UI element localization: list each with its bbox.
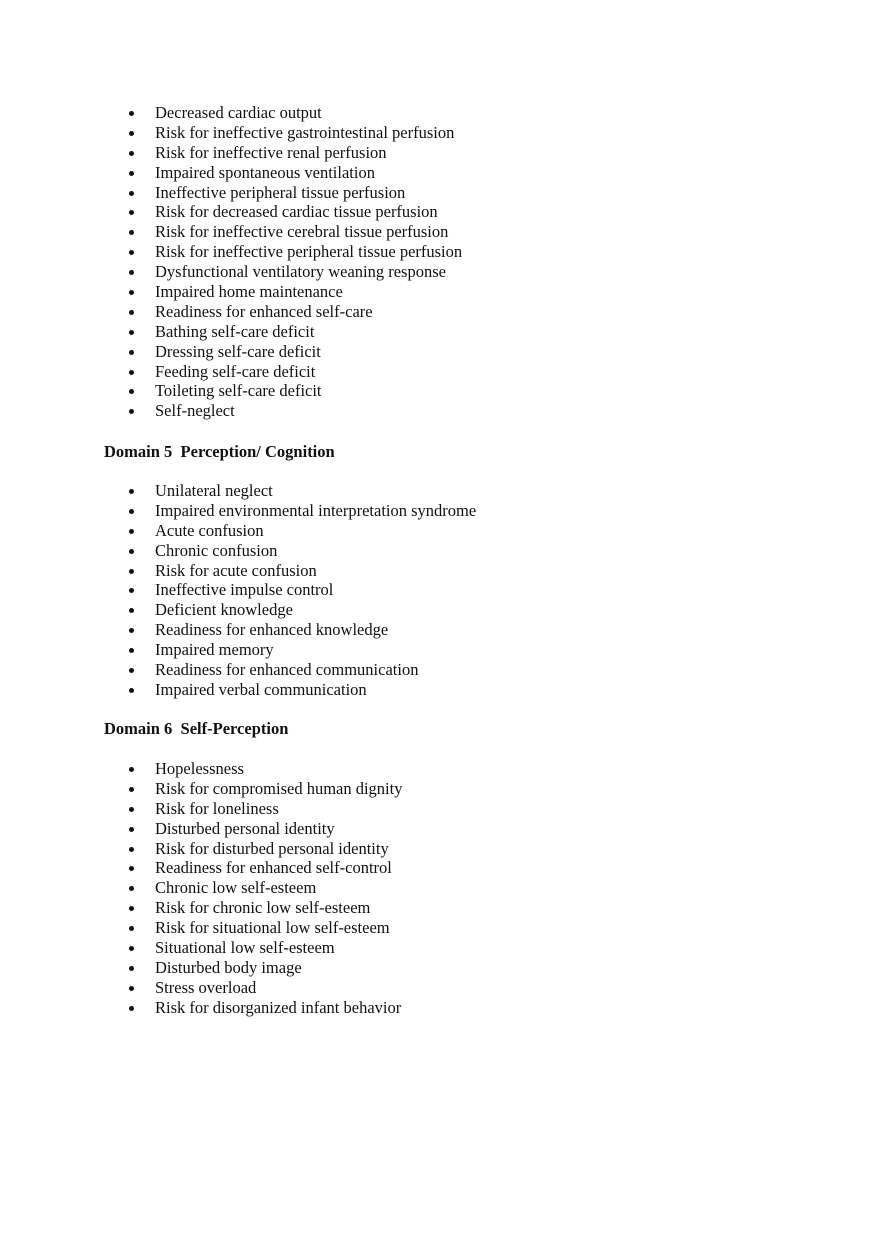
bullet-icon [129,767,134,772]
list-item [127,938,402,958]
list-item-text: Ineffective peripheral tissue perfusion [155,182,406,202]
list-item [127,858,402,878]
list-item [127,799,402,819]
list-item-text: Risk for ineffective peripheral tissue perfusion [155,242,463,262]
list-item-text: Risk for decreased cardiac tissue perfusion [155,202,438,222]
list-item [127,660,476,680]
domain-6-heading: Domain 6 Self-Perception [104,719,289,738]
list-item-text: Risk for ineffective cerebral tissue perfusion [155,222,449,242]
bullet-icon [129,628,134,633]
list-item-text: Hopelessness [155,759,244,778]
list-item-text: Readiness for enhanced communication [155,660,419,680]
bullet-icon [129,1006,134,1011]
list-item [127,680,476,700]
list-item [127,759,402,779]
list-item [127,580,476,600]
list-item-text: Risk for situational low self-esteem [155,918,390,938]
list-item [127,322,462,342]
bullet-icon [129,549,134,554]
bullet-icon [129,151,134,156]
bullet-icon [129,688,134,693]
list-item [127,541,476,561]
bullet-icon [129,668,134,673]
bullet-icon [129,210,134,215]
list-item-text: Risk for compromised human dignity [155,778,403,798]
bullet-icon [129,270,134,275]
list-item [127,918,402,938]
bullet-icon [129,310,134,315]
bullet-icon [129,529,134,534]
list-item [127,342,462,362]
bullet-icon [129,389,134,394]
list-item-text: Impaired home maintenance [155,282,343,302]
list-item [127,262,462,282]
bullet-icon [129,866,134,871]
list-item [127,600,476,620]
list-item-text: Readiness for enhanced self-care [155,301,373,321]
list-item [127,183,462,203]
bullet-icon [129,290,134,295]
bullet-icon [129,489,134,494]
list-item [127,958,402,978]
list-item-text: Chronic low self-esteem [155,878,317,898]
domain-5-diagnosis-list [127,481,476,700]
list-item-text: Risk for disturbed personal identity [155,838,389,858]
list-item [127,779,402,799]
list-item [127,561,476,581]
bullet-icon [129,986,134,991]
list-item-text: Deficient knowledge [155,600,293,620]
list-item [127,202,462,222]
bullet-icon [129,926,134,931]
bullet-icon [129,250,134,255]
list-item-text: Risk for ineffective renal perfusion [155,142,387,162]
list-item-text: Stress overload [155,977,257,997]
bullet-icon [129,886,134,891]
list-item-text: Risk for acute confusion [155,560,317,580]
bullet-icon [129,111,134,116]
bullet-icon [129,191,134,196]
bullet-icon [129,230,134,235]
bullet-icon [129,608,134,613]
list-item-text: Chronic confusion [155,540,278,560]
list-item [127,640,476,660]
bullet-icon [129,946,134,951]
list-item-text: Disturbed personal identity [155,818,335,838]
list-item-text: Bathing self-care deficit [155,321,315,341]
list-item-text: Risk for loneliness [155,798,279,818]
continued-diagnosis-list [127,103,462,421]
bullet-icon [129,648,134,653]
list-item-text: Impaired environmental interpretation syndrome [155,500,477,520]
list-item [127,302,462,322]
bullet-icon [129,966,134,971]
list-item-text: Feeding self-care deficit [155,361,316,381]
list-item-text: Risk for chronic low self-esteem [155,898,371,918]
list-item-text: Risk for disorganized infant behavior [155,997,402,1017]
list-item [127,362,462,382]
list-item [127,143,462,163]
list-item [127,819,402,839]
list-item-text: Dysfunctional ventilatory weaning response [155,262,446,282]
bullet-icon [129,509,134,514]
bullet-icon [129,409,134,414]
list-item-text: Readiness for enhanced knowledge [155,620,389,640]
list-item [127,103,462,123]
list-item-text: Disturbed body image [155,957,302,977]
list-item [127,501,476,521]
bullet-icon [129,827,134,832]
bullet-icon [129,171,134,176]
list-item [127,620,476,640]
list-item [127,839,402,859]
list-item-text: Acute confusion [155,520,264,540]
list-item-text: Situational low self-esteem [155,938,335,958]
list-item [127,898,402,918]
bullet-icon [129,807,134,812]
list-item-text: Risk for ineffective gastrointestinal perfusion [155,122,455,142]
bullet-icon [129,787,134,792]
domain-5-heading: Domain 5 Perception/ Cognition [104,442,335,461]
list-item [127,978,402,998]
list-item-text: Dressing self-care deficit [155,341,321,361]
bullet-icon [129,569,134,574]
bullet-icon [129,588,134,593]
bullet-icon [129,906,134,911]
list-item [127,222,462,242]
bullet-icon [129,330,134,335]
list-item [127,163,462,183]
list-item [127,401,462,421]
bullet-icon [129,370,134,375]
list-item [127,481,476,501]
list-item [127,998,402,1018]
list-item-text: Self-neglect [155,401,235,421]
list-item-text: Toileting self-care deficit [155,381,322,401]
bullet-icon [129,847,134,852]
list-item [127,123,462,143]
list-item [127,242,462,262]
list-item-text: Readiness for enhanced self-control [155,858,392,878]
list-item-text: Ineffective impulse control [155,580,334,600]
list-item-text: Impaired memory [155,640,274,660]
list-item [127,282,462,302]
bullet-icon [129,350,134,355]
bullet-icon [129,131,134,136]
list-item-text: Impaired verbal communication [155,679,367,699]
list-item-text: Impaired spontaneous ventilation [155,162,375,182]
domain-6-diagnosis-list [127,759,402,1018]
list-item [127,381,462,401]
list-item [127,878,402,898]
list-item-text: Decreased cardiac output [155,103,322,122]
list-item [127,521,476,541]
list-item-text: Unilateral neglect [155,481,273,500]
